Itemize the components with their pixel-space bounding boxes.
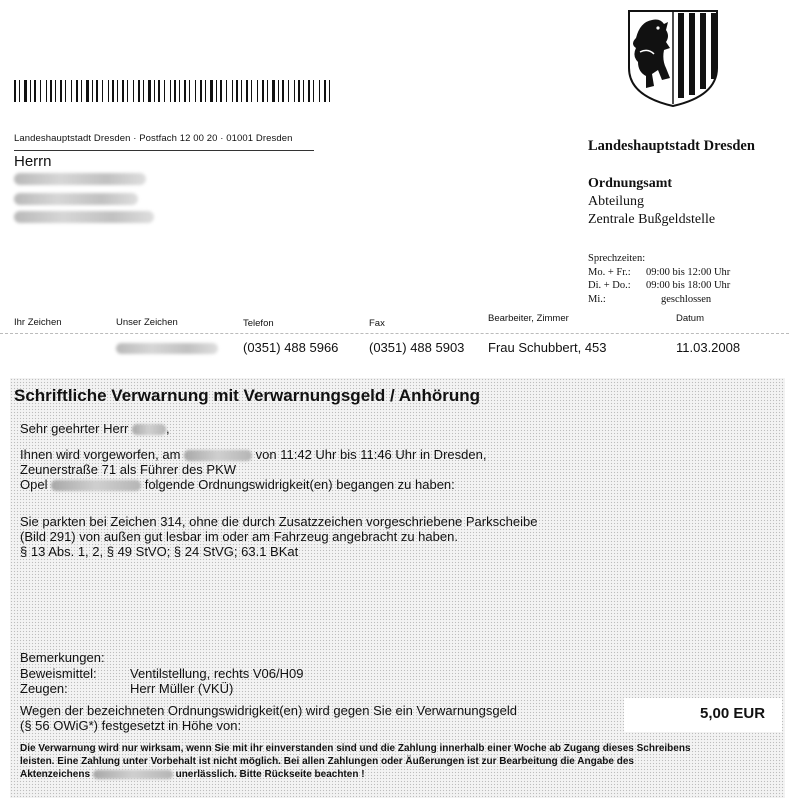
- barcode-bar: [189, 80, 190, 102]
- fine-amount: 5,00 EUR: [700, 705, 766, 722]
- value-bearbeiter: Frau Schubbert, 453: [488, 340, 607, 355]
- fine-statement-line-1: Wegen der bezeichneten Ordnungswidrigkeit(en) wird gegen Sie ein Verwarnungsgeld: [20, 703, 517, 718]
- barcode-bar: [267, 80, 268, 102]
- barcode-bar: [195, 80, 196, 102]
- barcode-bar: [122, 80, 124, 102]
- barcode-bar: [308, 80, 310, 102]
- barcode-bar: [117, 80, 118, 102]
- redacted-recipient-street: [14, 193, 138, 205]
- redacted-file-number: [93, 770, 173, 779]
- barcode-bar: [251, 80, 252, 102]
- barcode-bar: [65, 80, 66, 102]
- barcode-bar: [154, 80, 155, 102]
- office-hours-row: Mi.: geschlossen: [588, 293, 712, 305]
- barcode-bar: [34, 80, 36, 102]
- barcode-bar: [71, 80, 72, 102]
- barcode-bar: [148, 80, 151, 102]
- barcode-bar: [262, 80, 264, 102]
- barcode-bar: [184, 80, 186, 102]
- barcode-bar: [241, 80, 242, 102]
- greeting: Sehr geehrter Herr ,: [20, 421, 170, 436]
- barcode-bar: [164, 80, 165, 102]
- offense-line: § 13 Abs. 1, 2, § 49 StVO; § 24 StVG; 63.1 BKat: [20, 544, 299, 559]
- redacted-name: [132, 424, 166, 435]
- redacted-recipient-city: [14, 211, 154, 223]
- barcode-bar: [205, 80, 206, 102]
- witness-value: Herr Müller (VKÜ): [130, 681, 234, 696]
- offense-line: (Bild 291) von außen gut lesbar im oder am Fahrzeug angebracht zu haben.: [20, 529, 458, 544]
- label-bearbeiter: Bearbeiter, Zimmer: [488, 313, 569, 324]
- barcode-bar: [170, 80, 171, 102]
- barcode-bar: [127, 80, 128, 102]
- barcode-bar: [329, 80, 330, 102]
- value-fax: (0351) 488 5903: [369, 340, 465, 355]
- barcode-bar: [86, 80, 89, 102]
- redacted-plate: [51, 480, 141, 491]
- sender-address-line: Landeshauptstadt Dresden · Postfach 12 00 20 · 01001 Dresden: [14, 133, 293, 144]
- barcode-bar: [282, 80, 284, 102]
- barcode-bar: [298, 80, 300, 102]
- coat-of-arms-icon: [626, 8, 720, 108]
- notice-title: Schriftliche Verwarnung mit Verwarnungsgeld / Anhörung: [14, 386, 480, 405]
- office-hours: [588, 252, 756, 306]
- barcode-bar: [200, 80, 202, 102]
- barcode: [14, 80, 332, 102]
- redacted-date: [184, 450, 252, 461]
- label-ihr-zeichen: Ihr Zeichen: [14, 317, 62, 328]
- barcode-bar: [81, 80, 82, 102]
- barcode-bar: [246, 80, 248, 102]
- barcode-bar: [55, 80, 56, 102]
- barcode-bar: [226, 80, 227, 102]
- barcode-bar: [46, 80, 47, 102]
- barcode-bar: [288, 80, 289, 102]
- redacted-unser-zeichen: [116, 343, 218, 354]
- barcode-bar: [76, 80, 78, 102]
- barcode-bar: [40, 80, 41, 102]
- barcode-bar: [102, 80, 103, 102]
- accusation-line-1: Ihnen wird vorgeworfen, am von 11:42 Uhr bis 11:46 Uhr in Dresden,: [20, 447, 487, 462]
- barcode-bar: [108, 80, 109, 102]
- barcode-bar: [278, 80, 279, 102]
- label-datum: Datum: [676, 313, 704, 324]
- barcode-bar: [96, 80, 98, 102]
- remarks-label: Bemerkungen:: [20, 650, 105, 665]
- barcode-bar: [143, 80, 144, 102]
- barcode-bar: [50, 80, 52, 102]
- footer-line-1: Die Verwarnung wird nur wirksam, wenn Sie mit ihr einverstanden sind und die Zahlung innerhalb einer Woche ab Zugang dieses Schreibens: [20, 743, 691, 754]
- barcode-bar: [220, 80, 222, 102]
- evidence-value: Ventilstellung, rechts V06/H09: [130, 666, 304, 681]
- barcode-bar: [319, 80, 320, 102]
- label-fax: Fax: [369, 318, 385, 329]
- barcode-bar: [257, 80, 258, 102]
- office-hours-row: Di. + Do.: 09:00 bis 18:00 Uhr: [588, 280, 731, 291]
- barcode-bar: [14, 80, 16, 102]
- barcode-bar: [303, 80, 304, 102]
- barcode-bar: [272, 80, 275, 102]
- evidence-label: Beweismittel:: [20, 666, 97, 681]
- barcode-bar: [138, 80, 140, 102]
- barcode-bar: [179, 80, 180, 102]
- reference-divider: [0, 333, 789, 334]
- footer-line-2: leisten. Eine Zahlung unter Vorbehalt ist nicht möglich. Bei allen Zahlungen oder Äußerungen ist zur Bearbeitung die Angabe des: [20, 756, 634, 767]
- accusation-line-3: Opel folgende Ordnungswidrigkeit(en) begangen zu haben:: [20, 477, 455, 492]
- barcode-bar: [30, 80, 31, 102]
- accusation-line-2: Zeunerstraße 71 als Führer des PKW: [20, 462, 237, 477]
- organization-office: Ordnungsamt: [588, 176, 673, 191]
- offense-line: Sie parkten bei Zeichen 314, ohne die durch Zusatzzeichen vorgeschriebene Parkscheibe: [20, 514, 538, 529]
- witness-label: Zeugen:: [20, 681, 68, 696]
- barcode-bar: [112, 80, 114, 102]
- office-hours-title: Sprechzeiten:: [588, 253, 646, 264]
- barcode-bar: [324, 80, 326, 102]
- recipient-salutation: Herrn: [14, 153, 52, 170]
- barcode-bar: [60, 80, 62, 102]
- footer-line-3: Aktenzeichens unerlässlich. Bitte Rückseite beachten !: [20, 769, 365, 780]
- barcode-bar: [294, 80, 295, 102]
- barcode-bar: [19, 80, 20, 102]
- office-hours-row: Mo. + Fr.: 09:00 bis 12:00 Uhr: [588, 266, 731, 278]
- barcode-bar: [174, 80, 176, 102]
- barcode-bar: [232, 80, 233, 102]
- barcode-bar: [210, 80, 213, 102]
- label-telefon: Telefon: [243, 318, 274, 329]
- notice-form-area: [10, 378, 785, 798]
- barcode-bar: [158, 80, 160, 102]
- organization-department: Abteilung: [588, 194, 644, 209]
- barcode-bar: [24, 80, 27, 102]
- barcode-bar: [216, 80, 217, 102]
- label-unser-zeichen: Unser Zeichen: [116, 317, 178, 328]
- barcode-bar: [133, 80, 134, 102]
- barcode-bar: [236, 80, 238, 102]
- value-telefon: (0351) 488 5966: [243, 340, 339, 355]
- barcode-bar: [313, 80, 314, 102]
- organization-name: Landeshauptstadt Dresden: [588, 138, 755, 154]
- value-datum: 11.03.2008: [676, 340, 741, 355]
- fine-statement-line-2: (§ 56 OWiG*) festgesetzt in Höhe von:: [20, 718, 242, 733]
- barcode-bar: [92, 80, 93, 102]
- redacted-recipient-name: [14, 173, 146, 185]
- organization-unit: Zentrale Bußgeldstelle: [588, 212, 716, 227]
- sender-divider: [14, 150, 314, 151]
